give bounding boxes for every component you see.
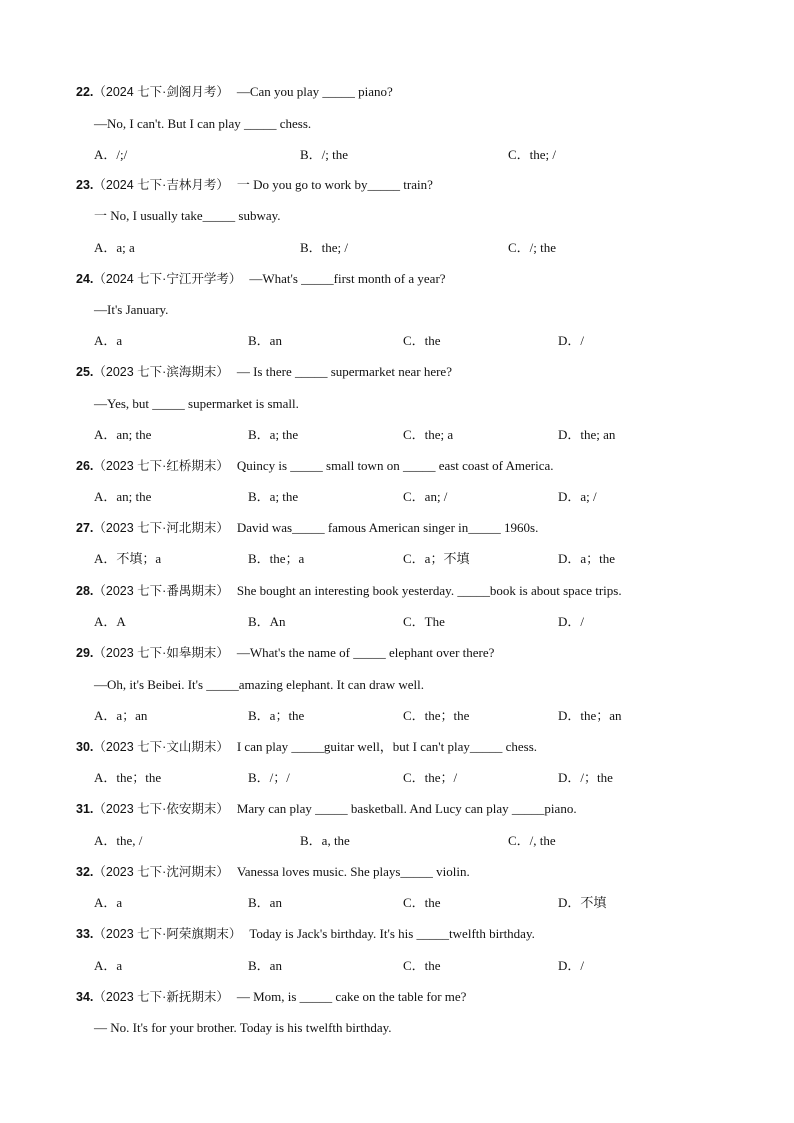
option-d[interactable]: D．/ [558,958,585,973]
question-23 [76,177,433,193]
question-number: 33. [76,927,94,941]
question-stem: Mary can play _____ basketball. And Lucy can play _____piano. [236,801,577,816]
option-c[interactable]: C．an; / [403,489,448,504]
option-b[interactable]: B．the；a [248,551,305,566]
option-d[interactable]: D．/ [558,614,585,629]
option-d[interactable]: D．the；an [558,708,622,723]
question-stem: David was_____ famous American singer in_____ 1960s. [236,520,539,535]
option-b[interactable]: B．a; the [248,427,299,442]
option-c[interactable]: C．the [403,895,441,910]
question-34 [76,989,466,1005]
question-line: 一 No, I usually take_____ subway. [94,208,281,223]
question-stem: —Can you play _____ piano? [236,84,393,99]
question-stem: She bought an interesting book yesterday. _____book is about space trips. [236,583,622,598]
question-stem: Vanessa loves music. She plays_____ violin. [236,864,470,879]
question-line: — No. It's for your brother. Today is his twelfth birthday. [94,1020,392,1035]
option-c[interactable]: C．/, the [508,833,556,848]
question-22 [76,84,393,100]
question-source: （2023 七下·沈河期末） [93,865,229,879]
question-number: 22. [76,85,94,99]
question-line: —No, I can't. But I can play _____ chess. [94,116,312,131]
option-b[interactable]: B．a；the [248,708,305,723]
option-b[interactable]: B．a, the [300,833,350,848]
question-stem: 一 Do you go to work by_____ train? [236,177,433,192]
option-d[interactable]: D．a; / [558,489,597,504]
question-33 [76,926,535,942]
question-24 [76,271,446,287]
option-c[interactable]: C．the; a [403,427,454,442]
question-number: 32. [76,865,94,879]
option-b[interactable]: B．an [248,958,282,973]
option-b[interactable]: B．an [248,895,282,910]
option-a[interactable]: A．a [94,333,123,348]
question-number: 27. [76,521,94,535]
option-c[interactable]: C．/; the [508,240,557,255]
option-a[interactable]: A．a；an [94,708,148,723]
question-stem: —What's the name of _____ elephant over there? [236,645,495,660]
question-line: —Oh, it's Beibei. It's _____amazing elephant. It can draw well. [94,677,424,692]
option-b[interactable]: B．a; the [248,489,299,504]
option-c[interactable]: C．the; / [508,147,557,162]
question-26 [76,458,553,474]
option-b[interactable]: B．the; / [300,240,349,255]
option-a[interactable]: A．the；the [94,770,162,785]
question-source: （2023 七下·依安期末） [93,802,229,816]
question-source: （2024 七下·吉林月考） [93,178,229,192]
option-c[interactable]: C．The [403,614,445,629]
question-line: —It's January. [94,302,169,317]
option-a[interactable]: A．the, / [94,833,143,848]
question-number: 23. [76,178,94,192]
question-stem: I can play _____guitar well，but I can't play_____ chess. [236,739,538,754]
option-c[interactable]: C．the；the [403,708,470,723]
option-a[interactable]: A．a [94,958,123,973]
question-source: （2023 七下·阿荣旗期末） [93,927,242,941]
question-30 [76,739,537,755]
question-line: —Yes, but _____ supermarket is small. [94,396,299,411]
question-number: 29. [76,646,94,660]
option-a[interactable]: A．a [94,895,123,910]
option-a[interactable]: A．an; the [94,489,152,504]
option-d[interactable]: D．不填 [558,895,607,910]
option-d[interactable]: D．/ [558,333,585,348]
option-b[interactable]: B．An [248,614,286,629]
question-number: 25. [76,365,94,379]
question-number: 34. [76,990,94,1004]
question-source: （2023 七下·红桥期末） [93,459,229,473]
option-a[interactable]: A．an; the [94,427,152,442]
option-a[interactable]: A．不填；a [94,551,162,566]
question-source: （2023 七下·滨海期末） [93,365,229,379]
question-stem: —What's _____first month of a year? [249,271,446,286]
question-29 [76,645,494,661]
option-d[interactable]: D．the; an [558,427,616,442]
question-source: （2023 七下·新抚期末） [93,990,229,1004]
question-25 [76,364,452,380]
question-stem: Today is Jack's birthday. It's his _____twelfth birthday. [249,926,535,941]
question-stem: Quincy is _____ small town on _____ east coast of America. [236,458,554,473]
question-32 [76,864,470,880]
option-b[interactable]: B．/; the [300,147,349,162]
question-source: （2023 七下·文山期末） [93,740,229,754]
question-source: （2023 七下·番禺期末） [93,584,229,598]
option-c[interactable]: C．a；不填 [403,551,470,566]
question-source: （2024 七下·剑阁月考） [93,85,229,99]
question-number: 31. [76,802,94,816]
question-number: 30. [76,740,94,754]
option-b[interactable]: B．an [248,333,282,348]
question-31 [76,801,577,817]
question-source: （2023 七下·如皋期末） [93,646,229,660]
question-stem: — Mom, is _____ cake on the table for me? [236,989,467,1004]
question-28 [76,583,622,599]
question-number: 24. [76,272,94,286]
option-c[interactable]: C．the [403,333,441,348]
option-c[interactable]: C．the；/ [403,770,458,785]
option-a[interactable]: A．A [94,614,126,629]
option-c[interactable]: C．the [403,958,441,973]
option-d[interactable]: D．/；the [558,770,613,785]
option-a[interactable]: A．/;/ [94,147,128,162]
question-27 [76,520,538,536]
option-b[interactable]: B．/；/ [248,770,290,785]
question-number: 28. [76,584,94,598]
question-source: （2024 七下·宁江开学考） [93,272,242,286]
question-source: （2023 七下·河北期末） [93,521,229,535]
question-stem: — Is there _____ supermarket near here? [236,364,452,379]
question-number: 26. [76,459,94,473]
option-a[interactable]: A．a; a [94,240,135,255]
option-d[interactable]: D．a；the [558,551,616,566]
